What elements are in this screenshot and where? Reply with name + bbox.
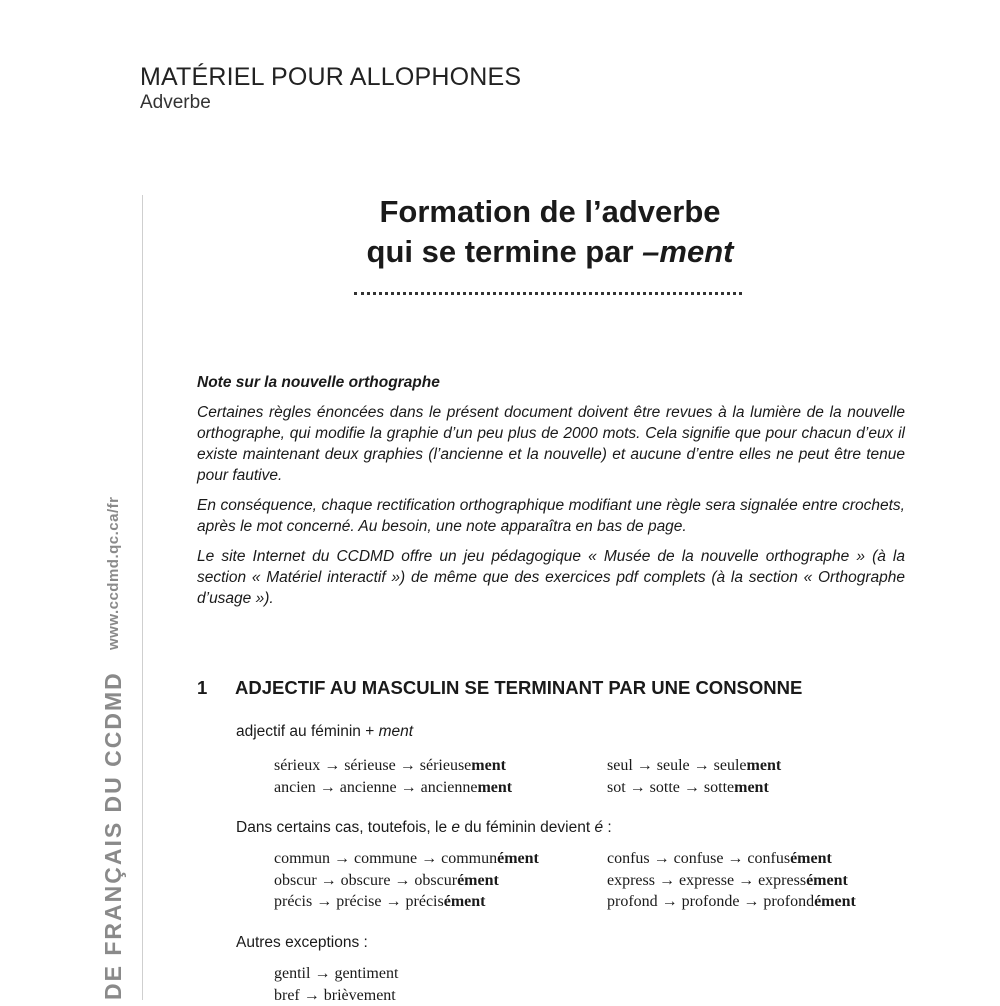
adverb-stem: obscur [414, 872, 457, 889]
adverb-stem: profond [763, 893, 814, 910]
arrow-icon: → [316, 779, 340, 796]
example-row [274, 985, 398, 1006]
example-row [607, 848, 856, 870]
note-paragraph-1: Certaines règles énoncées dans le présent document doivent être revues à la lumière de la nouvelle orthographe, qui modifie la graphie d’un peu plus de 2000 mots. Cela signifie que pour chacun d’eux il existe maintenant deux graphies (l’ancienne et la nouvelle) et aucune d’entre elles ne peut être tenue pour fautive. [197, 402, 905, 486]
adverb-suffix: ément [790, 850, 832, 867]
rule-2-e-accent: é [594, 819, 603, 836]
masculine-form: précis [274, 893, 312, 910]
note-paragraph-2: En conséquence, chaque rectification orthographique modifiant une règle sera signalée entre crochets, après le mot concerné. Au besoin, une note apparaîtra en bas de page. [197, 495, 905, 537]
masculine-form: profond [607, 893, 658, 910]
arrow-icon: → [310, 965, 334, 982]
title-line-2-suffix: –ment [642, 234, 733, 269]
arrow-icon: → [382, 893, 406, 910]
arrow-icon: → [655, 872, 679, 889]
adverb-form: gentiment [334, 965, 398, 982]
examples-group-1-col-2 [607, 755, 781, 798]
masculine-form: commun [274, 850, 330, 867]
example-row [607, 777, 781, 799]
masculine-form: seul [607, 757, 633, 774]
masculine-form: express [607, 872, 655, 889]
adverb-stem: commun [441, 850, 497, 867]
note-title: Note sur la nouvelle orthographe [197, 372, 905, 393]
example-row [274, 848, 539, 870]
example-row [274, 870, 539, 892]
masculine-form: sot [607, 779, 626, 796]
adverb-stem: sérieuse [420, 757, 472, 774]
arrow-icon: → [300, 987, 324, 1004]
feminine-form: seule [657, 757, 690, 774]
feminine-form: profonde [682, 893, 740, 910]
arrow-icon: → [739, 893, 763, 910]
adverb-stem: ancienne [421, 779, 478, 796]
adverb-suffix: ément [497, 850, 539, 867]
example-row [607, 755, 781, 777]
header-subtitle: Adverbe [140, 92, 521, 114]
adverb-suffix: ment [747, 757, 782, 774]
title-line-2 [367, 234, 734, 269]
adverb-suffix: ément [806, 872, 848, 889]
feminine-form: confuse [674, 850, 724, 867]
adverb-suffix: ément [814, 893, 856, 910]
arrow-icon: → [626, 779, 650, 796]
rule-2 [236, 819, 612, 837]
header-title: MATÉRIEL POUR ALLOPHONES [140, 62, 521, 92]
feminine-form: sotte [650, 779, 680, 796]
example-row [274, 777, 512, 799]
orthography-note [197, 372, 905, 618]
adverb-suffix: ment [477, 779, 512, 796]
title-line-2-prefix: qui se termine par [367, 234, 643, 269]
rule-1-italic: ment [379, 723, 413, 740]
rule-1-text: adjectif au féminin + [236, 723, 379, 740]
adverb-suffix: ment [734, 779, 769, 796]
arrow-icon: → [690, 757, 714, 774]
section-number: 1 [197, 677, 235, 699]
title-dotted-rule [354, 292, 742, 297]
feminine-form: ancienne [340, 779, 397, 796]
rule-2-e: e [451, 819, 460, 836]
adverb-suffix: ément [457, 872, 499, 889]
arrow-icon: → [723, 850, 747, 867]
adverb-stem: confus [747, 850, 790, 867]
rule-2-mid: du féminin devient [460, 819, 594, 836]
sidebar-brand: DE FRANÇAIS DU CCDMD [100, 671, 127, 1000]
examples-group-2-col-1 [274, 848, 539, 913]
section-heading [197, 677, 802, 699]
example-row [274, 755, 512, 777]
sidebar-url: www.ccdmd.qc.ca/fr [105, 497, 122, 651]
title-line-1: Formation de l’adverbe [379, 194, 720, 229]
arrow-icon: → [317, 872, 341, 889]
rule-1 [236, 723, 413, 741]
arrow-icon: → [390, 872, 414, 889]
adverb-suffix: ment [471, 757, 506, 774]
adverb-stem: sotte [704, 779, 734, 796]
masculine-form: ancien [274, 779, 316, 796]
adverb-form: brièvement [324, 987, 396, 1004]
arrow-icon: → [396, 757, 420, 774]
rule-2-end: : [603, 819, 612, 836]
page-title [200, 192, 900, 272]
adverb-stem: express [758, 872, 806, 889]
masculine-form: obscur [274, 872, 317, 889]
feminine-form: sérieuse [344, 757, 396, 774]
arrow-icon: → [417, 850, 441, 867]
arrow-icon: → [680, 779, 704, 796]
adjective-form: gentil [274, 965, 310, 982]
rule-2-prefix: Dans certains cas, toutefois, le [236, 819, 451, 836]
examples-group-2-col-2 [607, 848, 856, 913]
masculine-form: sérieux [274, 757, 320, 774]
section-title: ADJECTIF AU MASCULIN SE TERMINANT PAR UNE CONSONNE [235, 677, 802, 698]
feminine-form: précise [336, 893, 381, 910]
adjective-form: bref [274, 987, 300, 1004]
arrow-icon: → [330, 850, 354, 867]
example-row [607, 870, 856, 892]
document-header [140, 62, 521, 114]
arrow-icon: → [633, 757, 657, 774]
margin-divider [142, 195, 143, 1000]
adverb-stem: seule [714, 757, 747, 774]
arrow-icon: → [650, 850, 674, 867]
arrow-icon: → [320, 757, 344, 774]
rule-3: Autres exceptions : [236, 934, 368, 952]
example-row [274, 891, 539, 913]
feminine-form: obscure [341, 872, 391, 889]
adverb-suffix: ément [444, 893, 486, 910]
arrow-icon: → [734, 872, 758, 889]
feminine-form: expresse [679, 872, 734, 889]
example-row [607, 891, 856, 913]
arrow-icon: → [658, 893, 682, 910]
masculine-form: confus [607, 850, 650, 867]
example-row [274, 963, 398, 985]
arrow-icon: → [397, 779, 421, 796]
feminine-form: commune [354, 850, 417, 867]
note-paragraph-3: Le site Internet du CCDMD offre un jeu pédagogique « Musée de la nouvelle orthographe » (à la section « Matériel interactif ») de même que des exercices pdf complets (à la section « Orthographe d’usage »). [197, 546, 905, 609]
adverb-stem: précis [406, 893, 444, 910]
examples-group-1-col-1 [274, 755, 512, 798]
arrow-icon: → [312, 893, 336, 910]
